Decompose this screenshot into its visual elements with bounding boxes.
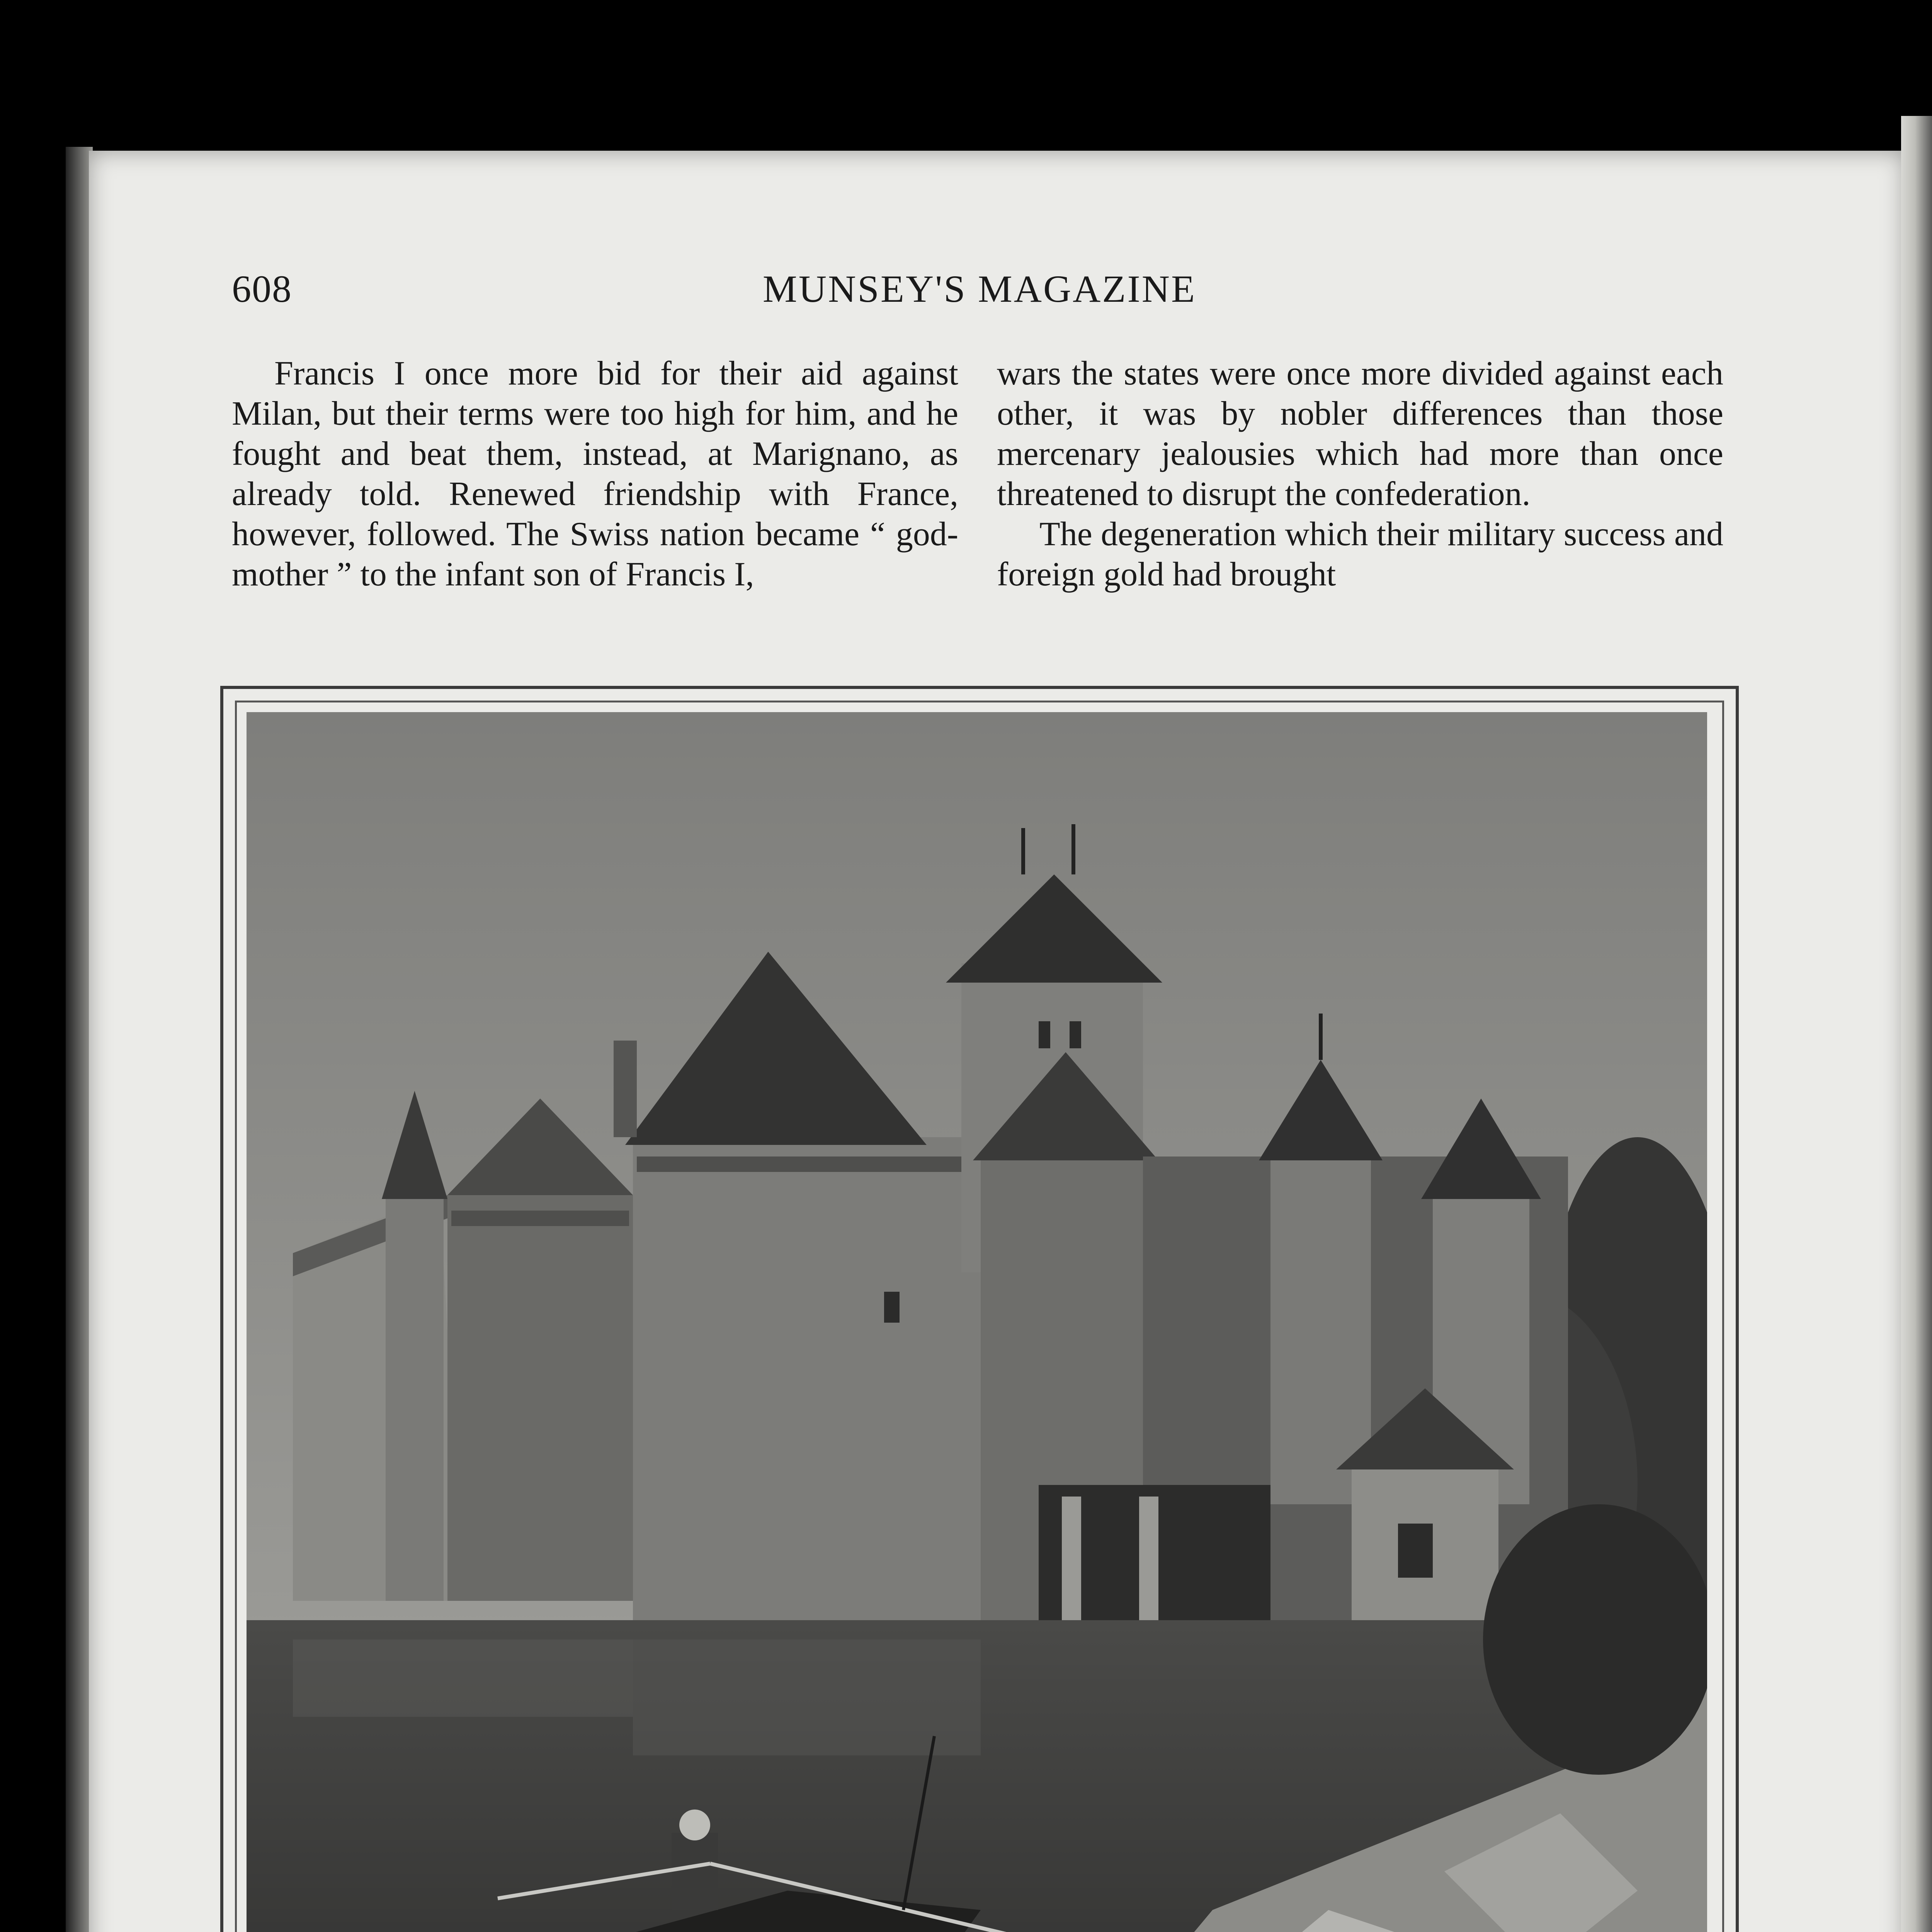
magazine-title: MUNSEY'S MAGAZINE [762, 267, 1197, 310]
castle-illustration [247, 712, 1707, 1932]
page-gutter [1901, 116, 1932, 1932]
paragraph: wars the states were once more divided against each other, it was by nobler differences than those mercenary jealousies which had more than once threatened to disrupt the confederation. [997, 355, 1723, 513]
photo-frame [220, 686, 1739, 1932]
paragraph: Francis I once more bid for their aid against Milan, but their terms were too high for him, and he fought and beat them, instead, at Marignano, as already told. Renewed friendship with France, however, followed. The Swiss nation became “ god-mother ” to the infant son of Francis I, [232, 355, 958, 593]
top-left-column [232, 354, 958, 595]
castle-photograph [247, 712, 1707, 1932]
paragraph: The degeneration which their military success and foreign gold had brought [997, 515, 1723, 593]
page-number: 608 [232, 267, 292, 310]
top-right-column [997, 354, 1723, 595]
running-head [232, 267, 1727, 321]
